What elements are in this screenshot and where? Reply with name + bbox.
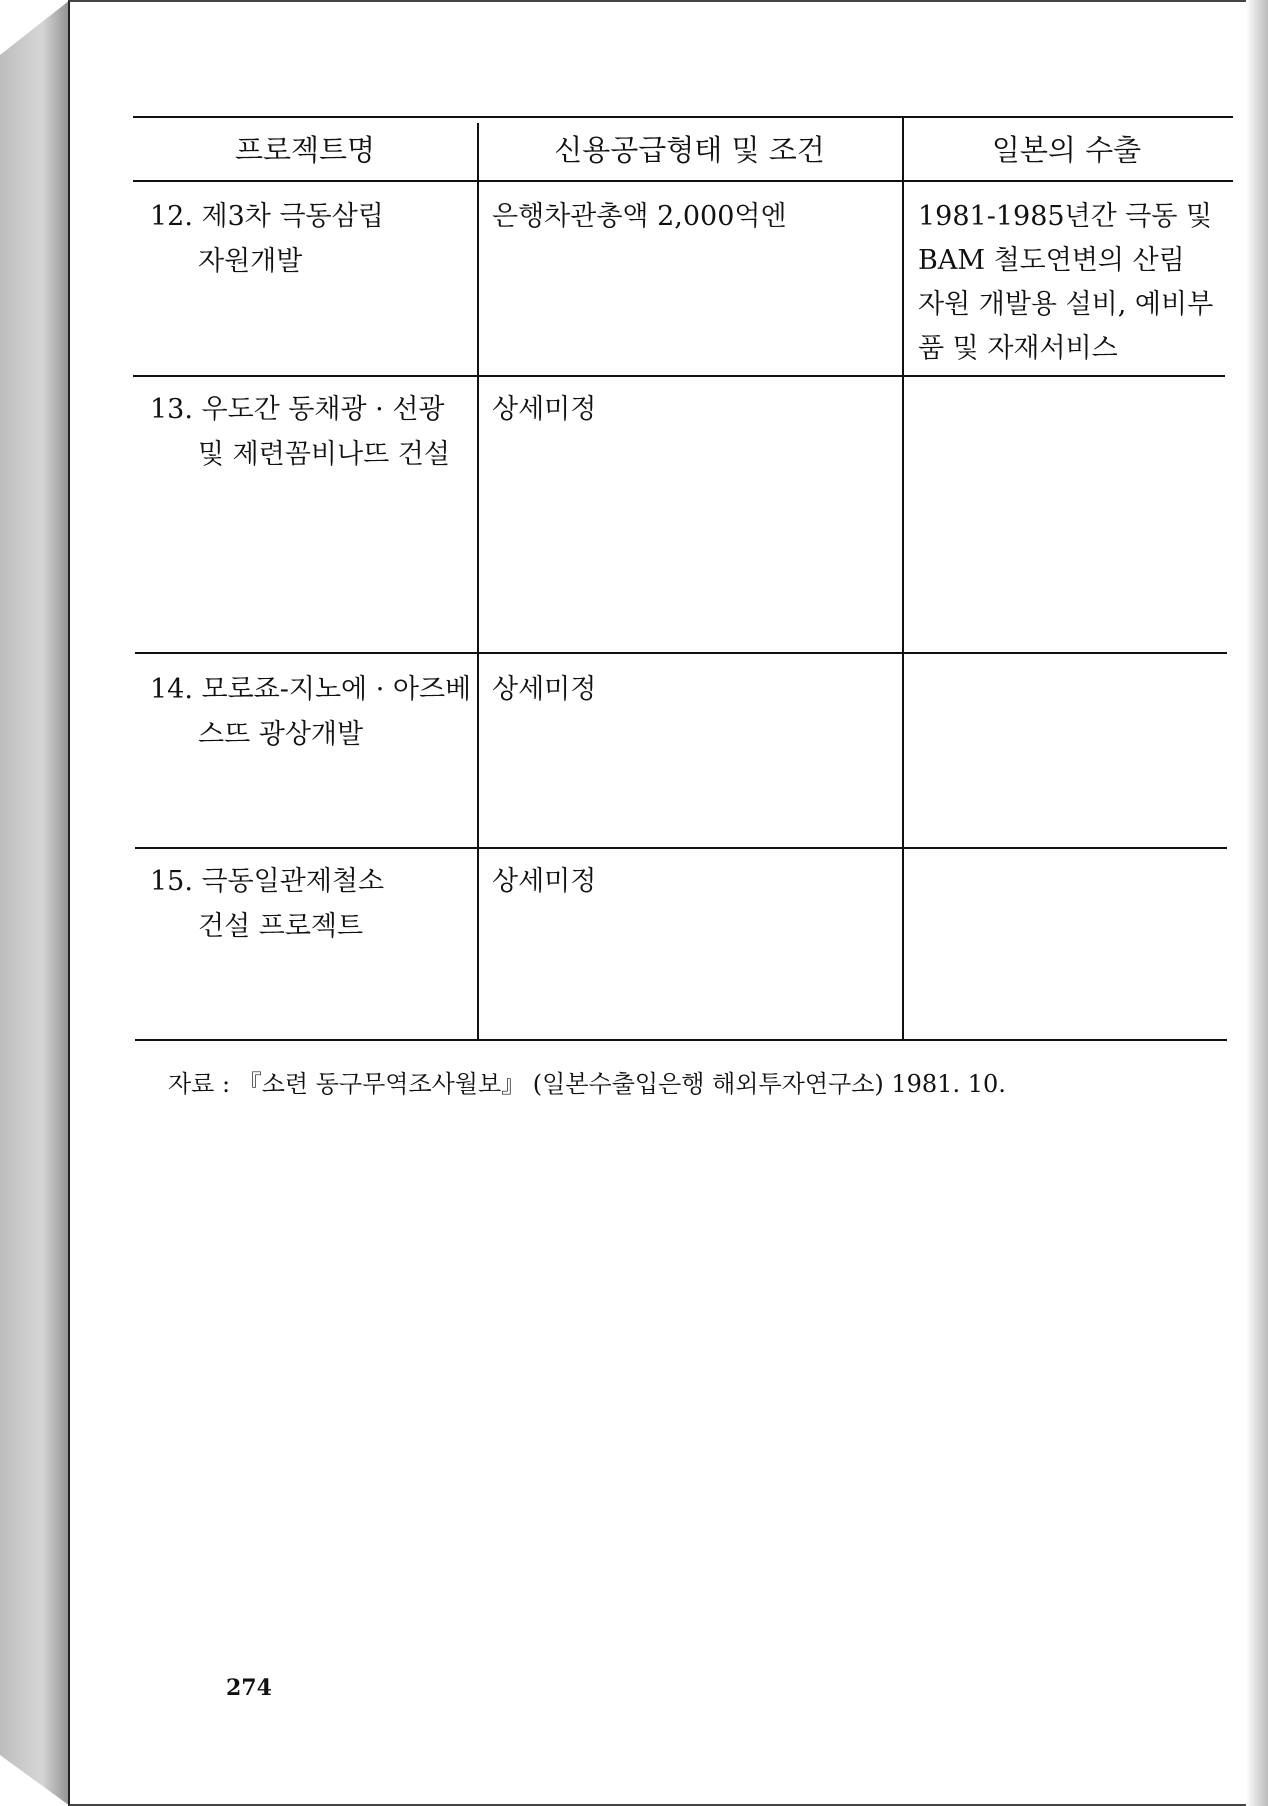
- header-bottom-rule: [133, 180, 1233, 182]
- source-note: 자료 : 『소련 동구무역조사월보』 (일본수출입은행 해외투자연구소) 1981. 10.: [168, 1070, 1006, 1098]
- project-name: 스뜨 광상개발: [198, 719, 364, 750]
- japan-export: 품 및 자재서비스: [918, 333, 1118, 364]
- row-rule: [135, 847, 1227, 849]
- table-top-rule: [133, 116, 1233, 118]
- project-name: 12. 제3차 극동삼립: [150, 201, 384, 232]
- japan-export: 자원 개발용 설비, 예비부: [918, 289, 1214, 320]
- credit-terms: 은행차관총액 2,000억엔: [492, 201, 787, 232]
- project-name: 15. 극동일관제철소: [150, 866, 385, 897]
- project-name: 14. 모로죠-지노에 · 아즈베: [150, 674, 472, 705]
- column-divider: [477, 123, 479, 1040]
- row-rule: [135, 652, 1227, 654]
- book-spine: [0, 0, 70, 1806]
- project-name: 건설 프로젝트: [198, 911, 364, 942]
- credit-terms: 상세미정: [492, 674, 597, 705]
- row-rule: [133, 375, 1225, 377]
- column-header-export: 일본의 수출: [991, 133, 1142, 167]
- column-header-project: 프로젝트명: [234, 133, 376, 167]
- japan-export: BAM 철도연변의 산림: [918, 245, 1185, 276]
- japan-export: 1981-1985년간 극동 및: [918, 201, 1213, 232]
- credit-terms: 상세미정: [492, 866, 597, 897]
- column-header-credit: 신용공급형태 및 조건: [554, 133, 825, 167]
- project-name: 및 제련꼼비나뜨 건설: [198, 439, 450, 470]
- project-name: 13. 우도간 동채광 · 선광: [150, 394, 445, 425]
- credit-terms: 상세미정: [492, 394, 597, 425]
- book-edge: [1246, 0, 1268, 1806]
- page-number: 274: [226, 1675, 272, 1701]
- project-name: 자원개발: [198, 246, 303, 277]
- column-divider: [902, 118, 904, 1040]
- table-bottom-rule: [135, 1039, 1227, 1041]
